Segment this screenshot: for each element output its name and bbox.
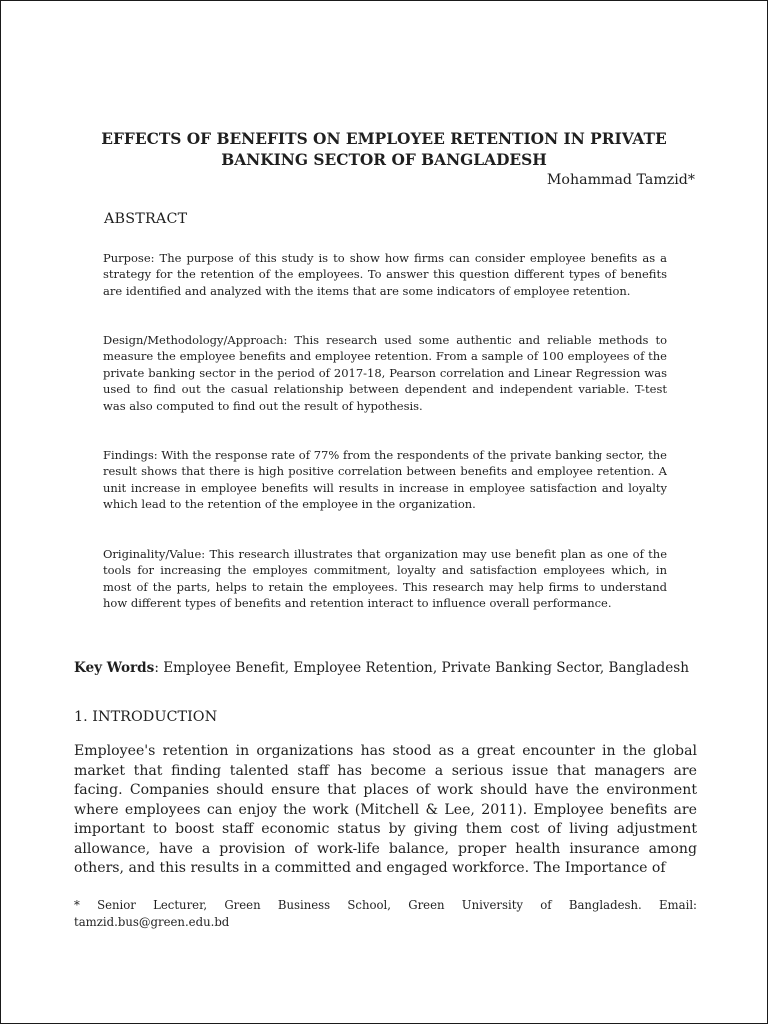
keywords-label: Key Words bbox=[74, 660, 155, 676]
author-footnote: * Senior Lecturer, Green Business School, Green University of Bangladesh. Email: tamzid.bus@green.edu.bd bbox=[74, 898, 697, 929]
abstract-originality: Originality/Value: This research illustrates that organization may use benefit plan as one of the tools for increasing the employes commitment, loyalty and satisfaction employees which, in most of the parts, helps to retain the employees. This research may help firms to understand how different types of benefits and retention interact to influence overall performance. bbox=[103, 547, 667, 611]
keywords-text: : Employee Benefit, Employee Retention, Private Banking Sector, Bangladesh bbox=[154, 660, 690, 676]
abstract-design: Design/Methodology/Approach: This research used some authentic and reliable methods to measure the employee benefits and employee retention. From a sample of 100 employees of the private banking sector in the period of 2017-18, Pearson correlation and Linear Regression was used to find out the casual relationship between dependent and independent variable. T-test was also computed to find out the result of hypothesis. bbox=[103, 333, 667, 413]
keywords-line bbox=[74, 659, 694, 679]
abstract-purpose: Purpose: The purpose of this study is to show how firms can consider employee benefits as a strategy for the retention of the employees. To answer this question different types of benefits are identified and analyzed with the items that are some indicators of employee retention. bbox=[103, 251, 667, 298]
author-name: Mohammad Tamzid* bbox=[546, 172, 695, 188]
abstract-heading: ABSTRACT bbox=[104, 211, 188, 227]
paper-title: EFFECTS OF BENEFITS ON EMPLOYEE RETENTION IN PRIVATE BANKING SECTOR OF BANGLADESH bbox=[101, 130, 667, 169]
introduction-paragraph: Employee's retention in organizations has stood as a great encounter in the global market that finding talented staff has become a serious issue that managers are facing. Companies should ensure that places of work should have the environment where employees can enjoy the work (Mitchell & Lee, 2011). Employee benefits are important to boost staff economic status by giving them cost of living adjustment allowance, have a provision of work-life balance, proper health insurance among others, and this results in a committed and engaged workforce. The Importance of bbox=[74, 743, 697, 876]
introduction-heading: 1. INTRODUCTION bbox=[74, 709, 218, 725]
abstract-findings: Findings: With the response rate of 77% from the respondents of the private banking sector, the result shows that there is high positive correlation between benefits and employee retention. A unit increase in employee benefits will results in increase in employee satisfaction and loyalty which lead to the retention of the employee in the organization. bbox=[103, 448, 667, 512]
